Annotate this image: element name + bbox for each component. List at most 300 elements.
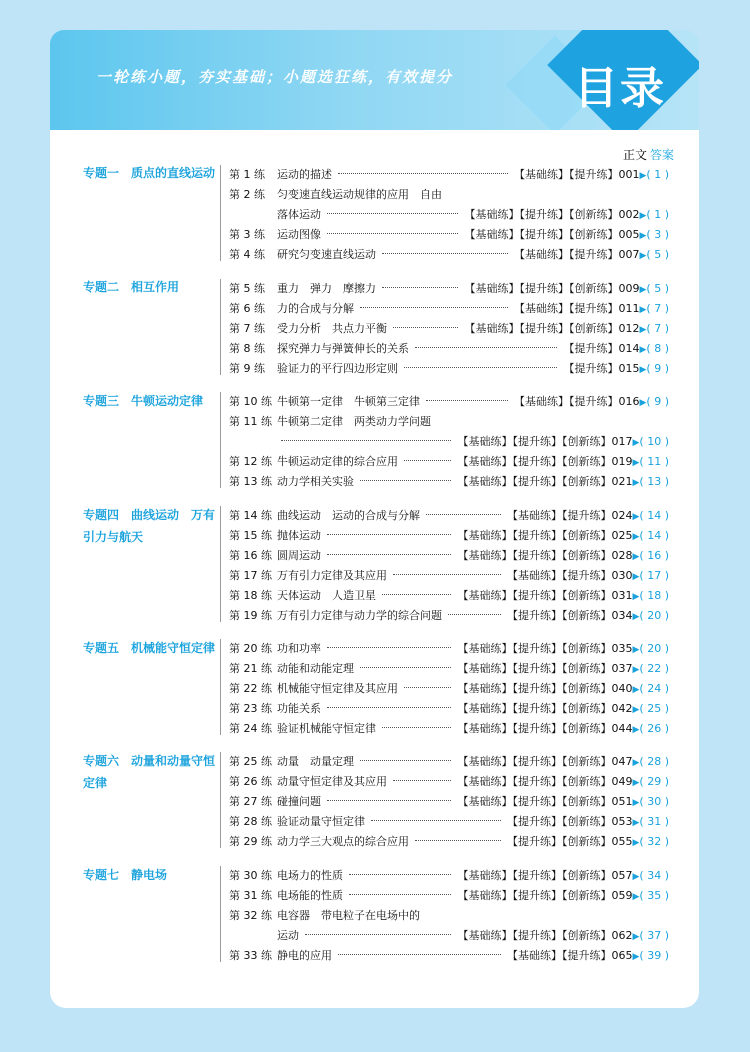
exercise-title: 电容器 带电粒子在电场中的 (277, 909, 420, 922)
topic-6[interactable]: 专题六 动量和动量守恒定律 (83, 754, 216, 790)
exercise-number: 第 6 练 (229, 302, 265, 315)
arrow-icon: ▶ (632, 572, 640, 582)
leader-dots (327, 233, 458, 234)
answer-page: ( 39 ) (639, 949, 669, 962)
practice-type-tags: 【基础练】【提升练】【创新练】 (457, 455, 612, 468)
toc-row[interactable] (229, 504, 669, 524)
exercise-meta (507, 507, 669, 523)
answer-page: ( 5 ) (646, 248, 669, 261)
answer-page: ( 37 ) (639, 929, 669, 942)
arrow-icon: ▶ (632, 552, 640, 562)
exercise-meta (458, 793, 670, 809)
leader-dots (360, 307, 508, 308)
leader-dots (393, 780, 451, 781)
arrow-icon: ▶ (632, 798, 640, 808)
toc-row[interactable] (229, 337, 669, 357)
exercise-number: 第 17 练 (229, 569, 272, 582)
arrow-icon: ▶ (632, 872, 640, 882)
leader-dots (415, 347, 557, 348)
exercise-title: 曲线运动 运动的合成与分解 (277, 509, 420, 522)
answer-page: ( 8 ) (646, 342, 669, 355)
practice-type-tags: 【基础练】【提升练】【创新练】 (457, 775, 612, 788)
page-number: 037 (611, 662, 633, 675)
arrow-icon: ▶ (639, 325, 647, 335)
practice-type-tags: 【基础练】【提升练】【创新练】 (457, 642, 612, 655)
exercise-meta (507, 567, 669, 583)
practice-type-tags: 【基础练】【提升练】【创新练】 (457, 722, 612, 735)
leader-dots (382, 594, 451, 595)
section-divider (220, 279, 221, 375)
page-number: 024 (611, 509, 633, 522)
page-number: 053 (611, 815, 633, 828)
exercise-meta (514, 300, 669, 316)
arrow-icon: ▶ (632, 612, 640, 622)
toc-row[interactable] (229, 717, 669, 737)
arrow-icon: ▶ (632, 685, 640, 695)
leader-dots (426, 514, 501, 515)
exercise-title: 静电的应用 (277, 949, 332, 962)
arrow-icon: ▶ (639, 171, 647, 181)
exercise-title: 验证机械能守恒定律 (277, 722, 376, 735)
exercise-title: 力的合成与分解 (277, 302, 354, 315)
page-number: 049 (611, 775, 633, 788)
toc-row[interactable] (229, 810, 669, 830)
exercise-number: 第 11 练 (229, 415, 272, 428)
leader-dots (327, 554, 451, 555)
column-main-label: 正文 (622, 148, 647, 162)
answer-page: ( 9 ) (646, 362, 669, 375)
practice-type-tags: 【基础练】【提升练】【创新练】 (457, 929, 612, 942)
toc-row[interactable] (229, 450, 669, 470)
answer-page: ( 3 ) (646, 228, 669, 241)
practice-type-tags: 【基础练】【提升练】【创新练】 (457, 549, 612, 562)
page-number: 028 (611, 549, 633, 562)
leader-dots (371, 820, 501, 821)
leader-dots (360, 760, 451, 761)
exercise-number: 第 4 练 (229, 248, 265, 261)
exercise-number: 第 26 练 (229, 775, 272, 788)
arrow-icon: ▶ (632, 952, 640, 962)
exercise-meta (465, 206, 670, 222)
practice-type-tags: 【基础练】【提升练】【创新练】 (457, 755, 612, 768)
leader-dots (327, 534, 451, 535)
exercise-title: 电场能的性质 (277, 889, 343, 902)
toc-row[interactable] (229, 924, 669, 944)
exercise-title: 牛顿第二定律 两类动力学问题 (277, 415, 431, 428)
toc-row[interactable] (229, 770, 669, 790)
arrow-icon: ▶ (632, 932, 640, 942)
exercise-meta (458, 640, 670, 656)
answer-page: ( 22 ) (639, 662, 669, 675)
slogan-text: 一轮练小题，夯实基础；小题选狂练，有效提分 (96, 68, 454, 86)
answer-page: ( 7 ) (646, 302, 669, 315)
toc-row[interactable] (229, 697, 669, 717)
arrow-icon: ▶ (632, 758, 640, 768)
toc-row[interactable] (229, 277, 669, 297)
exercise-meta (458, 700, 670, 716)
arrow-icon: ▶ (639, 285, 647, 295)
answer-page: ( 26 ) (639, 722, 669, 735)
page-number: 014 (618, 342, 640, 355)
arrow-icon: ▶ (632, 778, 640, 788)
page-number: 057 (611, 869, 633, 882)
toc-row[interactable] (229, 203, 669, 223)
exercise-meta (458, 660, 670, 676)
page-title: 目录 (574, 63, 666, 114)
exercise-number: 第 21 练 (229, 662, 272, 675)
answer-page: ( 1 ) (646, 168, 669, 181)
exercise-title: 动量 动量定理 (277, 755, 354, 768)
answer-page: ( 25 ) (639, 702, 669, 715)
page-number: 019 (611, 455, 633, 468)
arrow-icon: ▶ (632, 725, 640, 735)
toc-row[interactable] (229, 470, 669, 490)
leader-dots (327, 647, 451, 648)
practice-type-tags: 【基础练】【提升练】【创新练】 (464, 208, 619, 221)
leader-dots (327, 213, 458, 214)
exercise-title: 探究弹力与弹簧伸长的关系 (277, 342, 409, 355)
arrow-icon: ▶ (632, 892, 640, 902)
leader-dots (349, 894, 451, 895)
topic-5[interactable]: 专题五 机械能守恒定律 (83, 641, 216, 655)
exercise-number: 第 10 练 (229, 395, 272, 408)
page-number: 030 (611, 569, 633, 582)
page-number: 059 (611, 889, 633, 902)
leader-dots (448, 614, 501, 615)
page-number: 031 (611, 589, 633, 602)
toc-row[interactable] (229, 884, 669, 904)
answer-page: ( 11 ) (639, 455, 669, 468)
exercise-title: 重力 弹力 摩擦力 (277, 282, 376, 295)
arrow-icon: ▶ (639, 365, 647, 375)
toc-row[interactable] (229, 390, 669, 410)
exercise-meta (458, 927, 670, 943)
practice-type-tags: 【基础练】【提升练】【创新练】 (457, 869, 612, 882)
section-divider (220, 506, 221, 622)
exercise-number: 第 18 练 (229, 589, 272, 602)
page-number: 015 (618, 362, 640, 375)
practice-type-tags: 【基础练】【提升练】【创新练】 (457, 702, 612, 715)
answer-page: ( 14 ) (639, 529, 669, 542)
exercise-title: 机械能守恒定律及其应用 (277, 682, 398, 695)
exercise-number: 第 30 练 (229, 869, 272, 882)
toc-row[interactable] (229, 564, 669, 584)
practice-type-tags: 【基础练】【提升练】【创新练】 (457, 475, 612, 488)
answer-page: ( 13 ) (639, 475, 669, 488)
exercise-number: 第 16 练 (229, 549, 272, 562)
exercise-title: 万有引力定律与动力学的综合问题 (277, 609, 442, 622)
page-number: 017 (611, 435, 633, 448)
toc-row[interactable] (229, 584, 669, 604)
toc-row[interactable] (229, 430, 669, 450)
exercise-number: 第 23 练 (229, 702, 272, 715)
exercise-number: 第 2 练 (229, 188, 265, 201)
exercise-number: 第 20 练 (229, 642, 272, 655)
practice-type-tags: 【提升练】 (563, 342, 619, 355)
exercise-meta (458, 887, 670, 903)
exercise-number: 第 15 练 (229, 529, 272, 542)
arrow-icon: ▶ (632, 532, 640, 542)
exercise-meta (458, 867, 670, 883)
arrow-icon: ▶ (639, 398, 647, 408)
page-number: 025 (611, 529, 633, 542)
exercise-meta (564, 360, 670, 376)
exercise-number: 第 32 练 (229, 909, 272, 922)
arrow-icon: ▶ (632, 438, 640, 448)
page-number: 055 (611, 835, 633, 848)
leader-dots (327, 800, 451, 801)
answer-page: ( 31 ) (639, 815, 669, 828)
exercise-number: 第 12 练 (229, 455, 272, 468)
practice-type-tags: 【提升练】【创新练】 (507, 609, 612, 622)
arrow-icon: ▶ (632, 818, 640, 828)
exercise-meta (458, 453, 670, 469)
toc-row[interactable] (229, 790, 669, 810)
answer-page: ( 10 ) (639, 435, 669, 448)
toc-row[interactable] (229, 604, 669, 624)
column-header (623, 146, 674, 163)
arrow-icon: ▶ (639, 231, 647, 241)
arrow-icon: ▶ (632, 838, 640, 848)
toc-row[interactable] (229, 317, 669, 337)
toc-row[interactable] (229, 830, 669, 850)
arrow-icon: ▶ (632, 592, 640, 602)
exercise-title: 万有引力定律及其应用 (277, 569, 387, 582)
exercise-number: 第 27 练 (229, 795, 272, 808)
exercise-title: 动力学三大观点的综合应用 (277, 835, 409, 848)
leader-dots (393, 327, 458, 328)
page-number: 001 (618, 168, 640, 181)
answer-page: ( 28 ) (639, 755, 669, 768)
practice-type-tags: 【基础练】【提升练】【创新练】 (457, 889, 612, 902)
exercise-meta (465, 320, 670, 336)
exercise-title: 抛体运动 (277, 529, 321, 542)
arrow-icon: ▶ (632, 665, 640, 675)
practice-type-tags: 【基础练】【提升练】【创新练】 (457, 589, 612, 602)
exercise-meta (507, 607, 669, 623)
answer-page: ( 5 ) (646, 282, 669, 295)
exercise-meta (514, 166, 669, 182)
page-number: 016 (618, 395, 640, 408)
exercise-number: 第 8 练 (229, 342, 265, 355)
page-number: 051 (611, 795, 633, 808)
exercise-title: 研究匀变速直线运动 (277, 248, 376, 261)
leader-dots (360, 480, 451, 481)
page-number: 012 (618, 322, 640, 335)
toc-row[interactable] (229, 904, 669, 924)
leader-dots (382, 287, 458, 288)
arrow-icon: ▶ (639, 345, 647, 355)
exercise-title: 动量守恒定律及其应用 (277, 775, 387, 788)
practice-type-tags: 【基础练】【提升练】 (514, 248, 619, 261)
exercise-number: 第 5 练 (229, 282, 265, 295)
exercise-meta (458, 680, 670, 696)
practice-type-tags: 【基础练】【提升练】【创新练】 (457, 662, 612, 675)
arrow-icon: ▶ (632, 512, 640, 522)
toc-row[interactable] (229, 163, 669, 183)
leader-dots (305, 934, 451, 935)
topic-2[interactable]: 专题二 相互作用 (83, 280, 180, 294)
practice-type-tags: 【提升练】 (563, 362, 619, 375)
toc-row[interactable] (229, 410, 669, 430)
arrow-icon: ▶ (639, 211, 647, 221)
exercise-number: 第 29 练 (229, 835, 272, 848)
practice-type-tags: 【基础练】【提升练】【创新练】 (464, 322, 619, 335)
exercise-meta (458, 773, 670, 789)
leader-dots (382, 727, 451, 728)
topic-3[interactable]: 专题三 牛顿运动定律 (83, 394, 204, 408)
answer-page: ( 32 ) (639, 835, 669, 848)
answer-page: ( 7 ) (646, 322, 669, 335)
exercise-title: 天体运动 人造卫星 (277, 589, 376, 602)
leader-dots (404, 367, 557, 368)
exercise-number: 第 22 练 (229, 682, 272, 695)
toc-row[interactable] (229, 297, 669, 317)
exercise-number: 第 9 练 (229, 362, 265, 375)
page-number: 044 (611, 722, 633, 735)
toc-row[interactable] (229, 357, 669, 377)
answer-page: ( 20 ) (639, 609, 669, 622)
exercise-meta (465, 226, 670, 242)
column-answer-label: 答案 (649, 148, 674, 162)
exercise-number: 第 14 练 (229, 509, 272, 522)
exercise-meta (458, 720, 670, 736)
exercise-title: 功和功率 (277, 642, 321, 655)
exercise-number: 第 1 练 (229, 168, 265, 181)
arrow-icon: ▶ (632, 458, 640, 468)
toc-row[interactable] (229, 677, 669, 697)
leader-dots (360, 667, 451, 668)
exercise-number: 第 25 练 (229, 755, 272, 768)
practice-type-tags: 【基础练】【提升练】 (514, 395, 619, 408)
exercise-title: 运动图像 (277, 228, 321, 241)
toc-row[interactable] (229, 524, 669, 544)
practice-type-tags: 【基础练】【提升练】【创新练】 (457, 682, 612, 695)
section-divider (220, 165, 221, 261)
practice-type-tags: 【基础练】【提升练】【创新练】 (457, 795, 612, 808)
exercise-number: 第 19 练 (229, 609, 272, 622)
section-divider (220, 866, 221, 962)
exercise-title: 运动的描述 (277, 168, 332, 181)
leader-dots (327, 707, 451, 708)
topic-4[interactable]: 专题四 曲线运动 万有引力与航天 (83, 508, 216, 544)
answer-page: ( 18 ) (639, 589, 669, 602)
practice-type-tags: 【基础练】【提升练】 (507, 509, 612, 522)
toc-row[interactable] (229, 243, 669, 263)
toc-row[interactable] (229, 657, 669, 677)
page-number: 042 (611, 702, 633, 715)
page-number: 002 (618, 208, 640, 221)
practice-type-tags: 【提升练】【创新练】 (507, 815, 612, 828)
answer-page: ( 24 ) (639, 682, 669, 695)
page-number: 040 (611, 682, 633, 695)
answer-page: ( 17 ) (639, 569, 669, 582)
exercise-number: 第 28 练 (229, 815, 272, 828)
leader-dots (393, 574, 501, 575)
exercise-meta (458, 473, 670, 489)
exercise-meta (458, 753, 670, 769)
exercise-title: 牛顿运动定律的综合应用 (277, 455, 398, 468)
answer-page: ( 16 ) (639, 549, 669, 562)
page-number: 005 (618, 228, 640, 241)
exercise-number: 第 33 练 (229, 949, 272, 962)
topic-7[interactable]: 专题七 静电场 (83, 868, 168, 882)
exercise-number: 第 3 练 (229, 228, 265, 241)
exercise-number: 第 24 练 (229, 722, 272, 735)
practice-type-tags: 【基础练】【提升练】【创新练】 (457, 435, 612, 448)
toc-row[interactable] (229, 637, 669, 657)
practice-type-tags: 【提升练】【创新练】 (507, 835, 612, 848)
answer-page: ( 1 ) (646, 208, 669, 221)
answer-page: ( 20 ) (639, 642, 669, 655)
leader-dots (415, 840, 501, 841)
section-divider (220, 392, 221, 488)
toc-row[interactable] (229, 223, 669, 243)
leader-dots (404, 687, 451, 688)
page-number: 009 (618, 282, 640, 295)
exercise-meta (458, 587, 670, 603)
practice-type-tags: 【基础练】【提升练】 (514, 302, 619, 315)
arrow-icon: ▶ (632, 478, 640, 488)
leader-dots (281, 440, 451, 441)
leader-dots (426, 400, 508, 401)
exercise-title: 验证力的平行四边形定则 (277, 362, 398, 375)
exercise-title: 验证动量守恒定律 (277, 815, 365, 828)
toc-row[interactable] (229, 544, 669, 564)
exercise-title: 牛顿第一定律 牛顿第三定律 (277, 395, 420, 408)
exercise-title: 动力学相关实验 (277, 475, 354, 488)
exercise-meta (458, 527, 670, 543)
page-number: 034 (611, 609, 633, 622)
exercise-meta (514, 246, 669, 262)
section-divider (220, 752, 221, 848)
exercise-number: 第 31 练 (229, 889, 272, 902)
exercise-meta (458, 433, 670, 449)
toc-row[interactable] (229, 750, 669, 770)
exercise-meta (507, 813, 669, 829)
header-banner (50, 30, 699, 130)
practice-type-tags: 【基础练】【提升练】【创新练】 (464, 282, 619, 295)
page-number: 011 (618, 302, 640, 315)
toc-row[interactable] (229, 183, 669, 203)
page-number: 007 (618, 248, 640, 261)
exercise-meta (507, 947, 669, 963)
page-number: 021 (611, 475, 633, 488)
answer-page: ( 30 ) (639, 795, 669, 808)
exercise-number: 第 7 练 (229, 322, 265, 335)
leader-dots (382, 253, 508, 254)
answer-page: ( 14 ) (639, 509, 669, 522)
exercise-meta (458, 547, 670, 563)
page-number: 035 (611, 642, 633, 655)
answer-page: ( 29 ) (639, 775, 669, 788)
practice-type-tags: 【基础练】【提升练】 (514, 168, 619, 181)
page-number: 065 (611, 949, 633, 962)
leader-dots (404, 460, 451, 461)
arrow-icon: ▶ (639, 305, 647, 315)
exercise-title: 碰撞问题 (277, 795, 321, 808)
exercise-title: 受力分析 共点力平衡 (277, 322, 387, 335)
leader-dots (338, 173, 508, 174)
exercise-meta (507, 833, 669, 849)
toc-row[interactable] (229, 944, 669, 964)
arrow-icon: ▶ (632, 705, 640, 715)
arrow-icon: ▶ (639, 251, 647, 261)
toc-row[interactable] (229, 864, 669, 884)
exercise-meta (564, 340, 670, 356)
exercise-meta (465, 280, 670, 296)
topic-1[interactable]: 专题一 质点的直线运动 (83, 166, 216, 180)
